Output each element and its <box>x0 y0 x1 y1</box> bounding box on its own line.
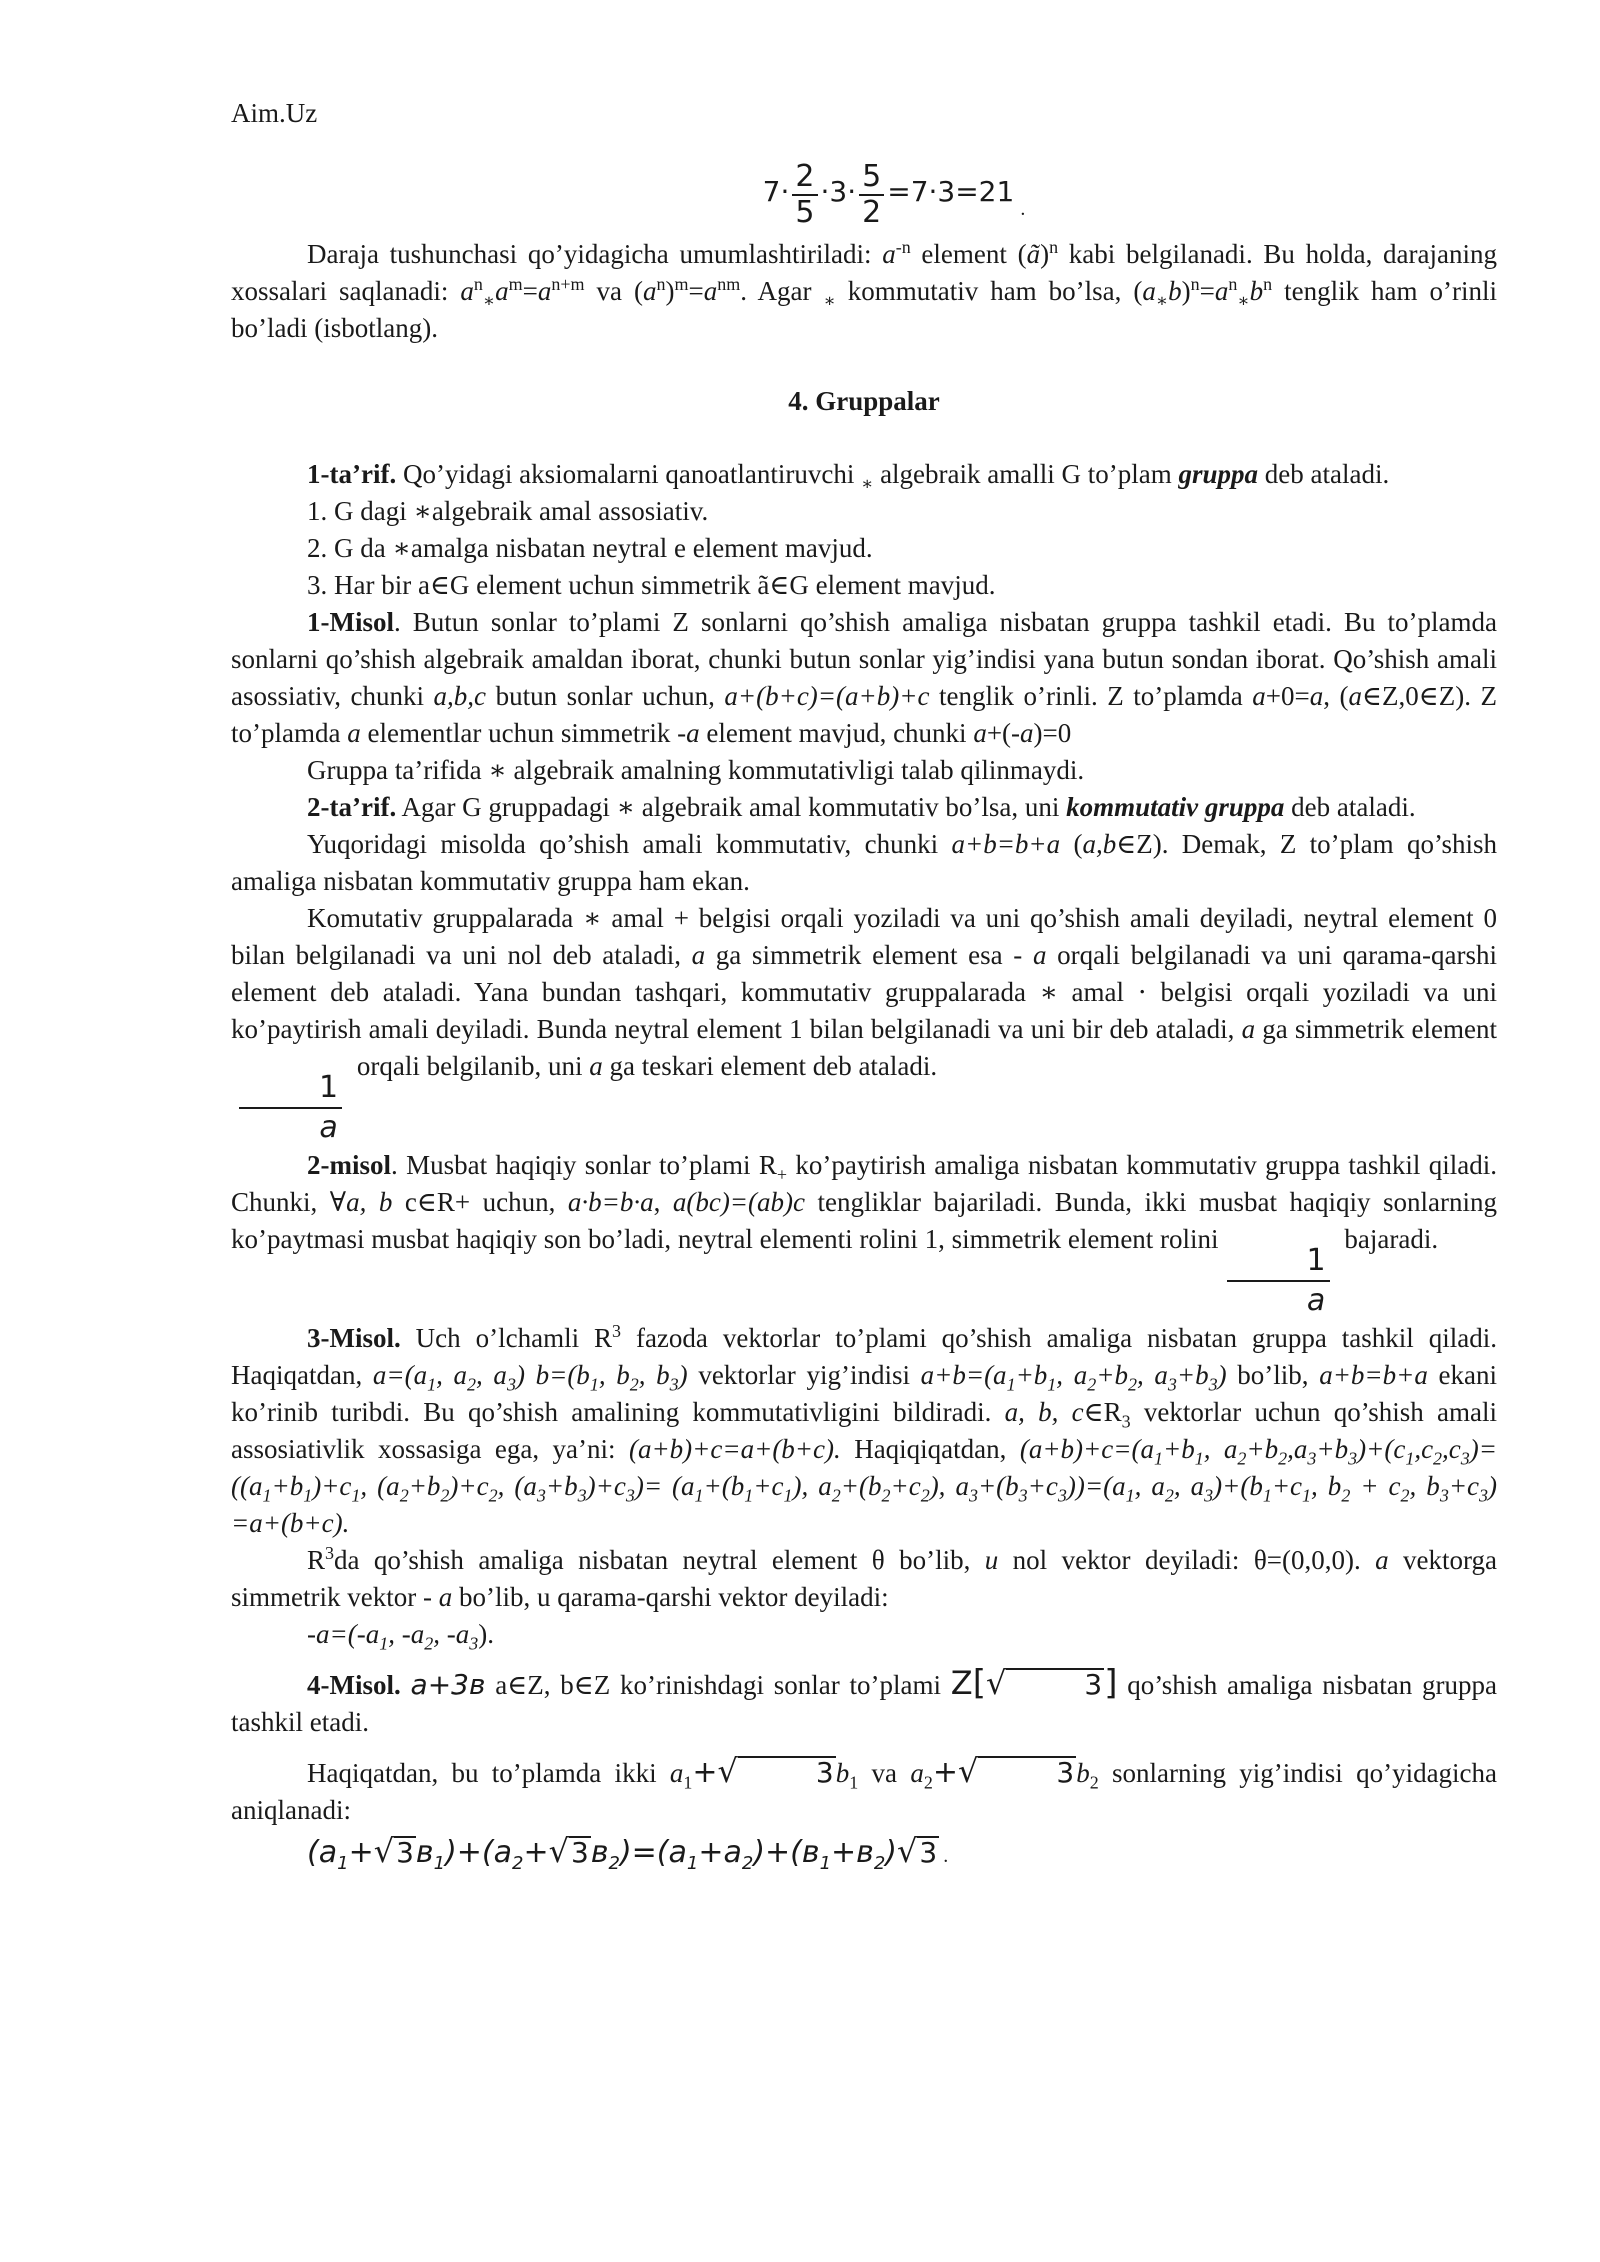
axiom-1: 1. G dagi ∗algebraik amal assosiativ. <box>307 496 709 526</box>
formula-top: 7· $\frac{2}{5}$ ·3· $\frac{5}{2}$ $=7\cdot 3=21_.$ <box>762 159 1026 230</box>
document-body <box>231 160 1497 1875</box>
definition-2: 2-ta’rif. Agar G gruppadagi ∗ algebraik amal kommutativ bo’lsa, uni kommutativ gruppa deb ataladi. <box>307 792 1416 822</box>
fraction-1-over-a-2: $\frac{1}{a}$ <box>1227 1242 1330 1320</box>
paragraph-notation: Komutativ gruppalarada ∗ amal + belgisi orqali yoziladi va uni qo’shish amali deyiladi, neytral element 0 bilan belgilanadi va uni nol deb ataladi, a ga simmetrik element esa - a orqali belgilanadi va uni qarama-qarshi element deb ataladi. Yana bundan tashqari, kommutativ gruppalarada ∗ amal ⋅ belgisi orqali yoziladi va uni ko’paytirish amali deyiladi. Bunda neytral element 1 bilan belgilanadi va uni bir deb ataladi, a ga simmetrik element $\frac{1}{a}$ orqali belgilanib, uni a ga teskari element deb ataladi. <box>231 903 1498 1145</box>
example-3: 3-Misol. Uch o’lchamli $R^3$ fazoda vektorlar to’plami qo’shish amaliga nisbatan gruppa tashkil qiladi. Haqiqatdan, $a=(a_1$, $a_2$, $a_3$) $b=(b_1$, $b_2$, $b_3$) vektorlar yig’indisi $a+b=(a_1+b_1$, $a_2+b_2$, $a_3+b_3$) bo’lib, a+b=b+a ekani ko’rinib turibdi. Bu qo’shish amalining kommutativligini bildiradi. a, b, $c\in R_3$ vektorlar uchun qo’shish amali assosiativlik xossasiga ega, ya’ni: (a+b)+c=a+(b+c). Haqiqiqatdan, $(a+b)+c=(a_1+b_1$, $a_2+b_2,a_3+b_3)+(c_1,c_2,c_3)=((a_1+b_1)+c_1$, $(a_2+b_2)+c_2$, $(a_3+b_3)+c_3)= (a_1+(b_1+c_1)$, $a_2+(b_2+c_2)$, $a_3+(b_3+c_3))=(a_1$, $a_2$, $a_3)+(b_1+c_1$, $b_2 + c_2$, $b_3+c_3) =a+(b+c)$. <box>231 1321 1498 1538</box>
fraction-5-2: $\frac{5}{2}$ <box>859 160 884 230</box>
axiom-2: 2. G da ∗amalga nisbatan neytral e element mavjud. <box>307 533 873 563</box>
paragraph-commutative: Yuqoridagi misolda qo’shish amali kommutativ, chunki a+b=b+a (a,b∈Z). Demak, Z to’plam qo’shish amaliga nisbatan kommutativ gruppa ham ekan. <box>231 829 1497 896</box>
section-title: 4. Gruppalar <box>788 386 940 416</box>
negative-vector: $-a=(-a_1$, $-a_2$, $-a_3$). <box>307 1619 494 1654</box>
axiom-3: 3. Har bir a∈G element uchun simmetrik ã∈G element mavjud. <box>307 570 996 600</box>
example-4-sum: Haqiqatdan, bu to’plamda ikki $a_1+√$ $3b_1$ va $a_2+√$ $3b_2$ sonlarning yig’indisi qo’yidagicha aniqlanadi: <box>231 1752 1498 1825</box>
example-1: 1-Misol. Butun sonlar to’plami Z sonlarni qo’shish amaliga nisbatan gruppa tashkil etadi. Bu to’plamda sonlarni qo’shish algebraik amaldan iborat, chunki butun sonlar yig’indisi yana butun sondan iborat. Qo’shish amali asossiativ, chunki a,b,c butun sonlar uchun, a+(b+c)=(a+b)+c tenglik o’rinli. Z to’plamda a+0=a, (a∈Z,0∈Z). Z to’plamda a elementlar uchun simmetrik -a element mavjud, chunki a+(-a)=0 <box>231 607 1497 748</box>
definition-1: 1-ta’rif. Qo’yidagi aksiomalarni qanoatlantiruvchi $_∗$ algebraik amalli G to’plam gruppa deb ataladi. <box>307 459 1390 494</box>
note-commutativity: Gruppa ta’rifida ∗ algebraik amalning kommutativligi talab qilinmaydi. <box>307 755 1085 785</box>
example-3-continued: $R^3da$ qo’shish amaliga nisbatan neytral element θ bo’lib, u nol vektor deyiladi: θ=(0,0,0). a vektorga simmetrik vektor - a bo’lib, u qarama-qarshi vektor deyiladi: <box>231 1543 1497 1612</box>
fraction-2-5: $\frac{2}{5}$ <box>792 160 817 230</box>
site-header: Aim.Uz <box>231 98 318 128</box>
example-2: 2-misol. Musbat haqiqiy sonlar to’plami $R_+$ ko’paytirish amaliga nisbatan kommutativ gruppa tashkil qiladi. Chunki, ∀a, b c∈R+ uchun, a·b=b·a, a(bc)=(ab)c tengliklar bajariladi. Bunda, ikki musbat haqiqiy sonlarning ko’paytmasi musbat haqiqiy son bo’ladi, neytral elementi rolini 1, simmetrik element rolini $\frac{1}{a}$ bajaradi. <box>231 1150 1497 1318</box>
example-4: 4-Misol. a+3в a∈Z, b∈Z ko’rinishdagi sonlar to’plami Z[√ 3] qo’shish amaliga nisbatan gruppa tashkil etadi. <box>231 1663 1497 1737</box>
fraction-1-over-a: $\frac{1}{a}$ <box>239 1069 342 1147</box>
intro-paragraph: Daraja tushunchasi qo’yidagicha umumlashtiriladi: $a^{-n}$ element (ã)$^n$ kabi belgilanadi. Bu holda, darajaning xossalari saqlanadi: $a^n_∗a^m=a^{n+m}$ va $(a^n)^m=a^{nm}$. Agar $_∗$ kommutativ ham bo’lsa, $(a_∗b)^n=a^n_∗b^n$ tenglik ham o’rinli bo’ladi (isbotlang). <box>231 237 1498 343</box>
sum-formula: $(a_1+√3в_1)+(a_2+√3в_2)=(a_1+a_2)+(в_1+в_2)√3$ . <box>307 1832 949 1874</box>
